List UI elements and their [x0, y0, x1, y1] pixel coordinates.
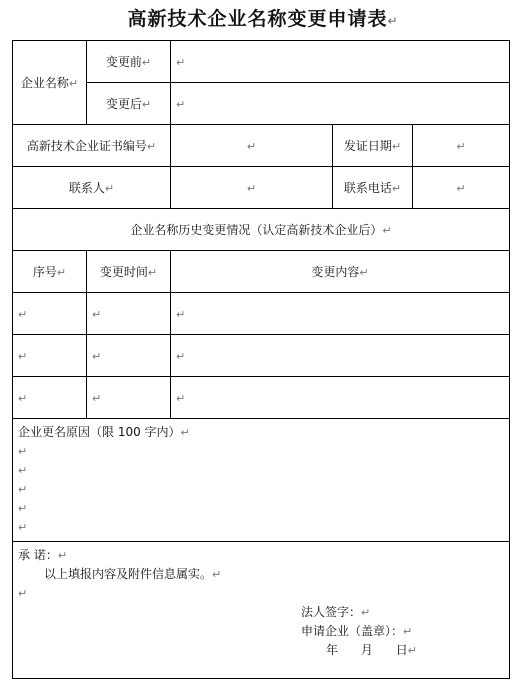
company-name-label: 企业名称↵: [13, 41, 87, 125]
table-row: [13, 293, 510, 335]
name-before-label: 变更前↵: [87, 41, 171, 83]
history-cell-no[interactable]: ↵: [13, 293, 87, 335]
rename-reason-section[interactable]: [13, 419, 510, 542]
application-form: [12, 40, 510, 679]
history-cell-no[interactable]: ↵: [13, 335, 87, 377]
pledge-section: [13, 542, 510, 679]
history-cell-content[interactable]: ↵: [171, 335, 510, 377]
name-after-label: 变更后↵: [87, 83, 171, 125]
contact-phone-field[interactable]: ↵: [413, 167, 510, 209]
paragraph-mark: ↵: [18, 464, 28, 477]
history-col-content: 变更内容↵: [171, 251, 510, 293]
table-row: [13, 377, 510, 419]
company-seal-label[interactable]: 申请企业（盖章）：↵: [301, 624, 413, 638]
history-cell-content[interactable]: ↵: [171, 293, 510, 335]
name-after-field[interactable]: ↵: [171, 83, 510, 125]
paragraph-mark: ↵: [18, 587, 28, 600]
cert-number-label: 高新技术企业证书编号↵: [13, 125, 171, 167]
pledge-date[interactable]: 年 月 日↵: [326, 643, 417, 657]
paragraph-mark: ↵: [18, 483, 28, 496]
rename-reason-label: 企业更名原因（限 100 字内）↵: [18, 425, 190, 439]
history-col-no: 序号↵: [13, 251, 87, 293]
history-cell-content[interactable]: ↵: [171, 377, 510, 419]
history-cell-time[interactable]: ↵: [87, 377, 171, 419]
legal-signature-label[interactable]: 法人签字：↵: [301, 605, 371, 619]
history-cell-no[interactable]: ↵: [13, 377, 87, 419]
form-title: 高新技术企业名称变更申请表↵: [127, 8, 399, 30]
cert-date-field[interactable]: ↵: [413, 125, 510, 167]
history-section-title: 企业名称历史变更情况（认定高新技术企业后）↵: [13, 209, 510, 251]
contact-person-label: 联系人↵: [13, 167, 171, 209]
contact-phone-label: 联系电话↵: [333, 167, 413, 209]
name-before-field[interactable]: ↵: [171, 41, 510, 83]
paragraph-mark: ↵: [18, 445, 28, 458]
history-col-time: 变更时间↵: [87, 251, 171, 293]
history-cell-time[interactable]: ↵: [87, 293, 171, 335]
pledge-statement: 以上填报内容及附件信息属实。↵: [44, 567, 222, 581]
cert-date-label: 发证日期↵: [333, 125, 413, 167]
paragraph-mark: ↵: [18, 502, 28, 515]
paragraph-mark: ↵: [18, 521, 28, 534]
cert-number-field[interactable]: ↵: [171, 125, 333, 167]
pledge-label: 承 诺：↵: [18, 548, 68, 562]
table-row: [13, 335, 510, 377]
history-cell-time[interactable]: ↵: [87, 335, 171, 377]
contact-person-field[interactable]: ↵: [171, 167, 333, 209]
